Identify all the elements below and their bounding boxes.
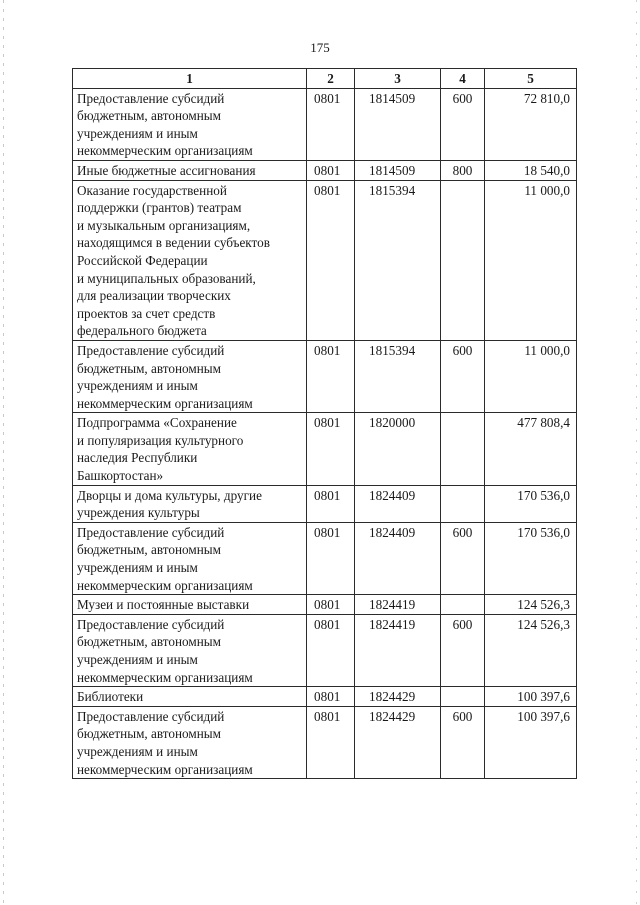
cell-expense-type xyxy=(441,180,485,340)
table-row xyxy=(73,614,577,686)
scan-edge-left xyxy=(3,0,4,905)
table-row xyxy=(73,88,577,160)
table-row xyxy=(73,413,577,485)
cell-article-code: 1824429 xyxy=(355,687,441,707)
table-row xyxy=(73,687,577,707)
cell-amount: 124 526,3 xyxy=(485,595,577,615)
cell-amount: 170 536,0 xyxy=(485,485,577,522)
table-row xyxy=(73,340,577,412)
cell-section-code: 0801 xyxy=(307,160,355,180)
cell-expense-type xyxy=(441,413,485,485)
cell-amount: 100 397,6 xyxy=(485,706,577,778)
cell-article-code: 1814509 xyxy=(355,160,441,180)
cell-amount: 72 810,0 xyxy=(485,88,577,160)
cell-article-code: 1824409 xyxy=(355,522,441,594)
cell-name: Предоставление субсидий бюджетным, автономным учреждениям и иным некоммерческим организациям xyxy=(73,340,307,412)
cell-section-code: 0801 xyxy=(307,614,355,686)
cell-section-code: 0801 xyxy=(307,706,355,778)
cell-amount: 170 536,0 xyxy=(485,522,577,594)
cell-name: Предоставление субсидий бюджетным, автономным учреждениям и иным некоммерческим организациям xyxy=(73,706,307,778)
cell-expense-type xyxy=(441,595,485,615)
header-col-name: 1 xyxy=(73,69,307,89)
cell-name: Предоставление субсидий бюджетным, автономным учреждениям и иным некоммерческим организациям xyxy=(73,614,307,686)
table-row xyxy=(73,160,577,180)
cell-article-code: 1824429 xyxy=(355,706,441,778)
header-col-type: 4 xyxy=(441,69,485,89)
cell-name: Предоставление субсидий бюджетным, автономным учреждениям и иным некоммерческим организациям xyxy=(73,88,307,160)
cell-section-code: 0801 xyxy=(307,88,355,160)
table-row xyxy=(73,706,577,778)
cell-name: Иные бюджетные ассигнования xyxy=(73,160,307,180)
cell-article-code: 1820000 xyxy=(355,413,441,485)
cell-amount: 124 526,3 xyxy=(485,614,577,686)
cell-section-code: 0801 xyxy=(307,522,355,594)
cell-section-code: 0801 xyxy=(307,485,355,522)
header-col-amount: 5 xyxy=(485,69,577,89)
table-row xyxy=(73,522,577,594)
cell-name: Подпрограмма «Сохранение и популяризация культурного наследия Республики Башкортостан» xyxy=(73,413,307,485)
cell-article-code: 1824419 xyxy=(355,595,441,615)
cell-section-code: 0801 xyxy=(307,595,355,615)
cell-expense-type: 600 xyxy=(441,88,485,160)
header-col-article: 3 xyxy=(355,69,441,89)
cell-name: Библиотеки xyxy=(73,687,307,707)
table-row xyxy=(73,595,577,615)
table-body xyxy=(73,88,577,779)
cell-expense-type: 600 xyxy=(441,522,485,594)
cell-section-code: 0801 xyxy=(307,687,355,707)
scan-edge-right xyxy=(636,0,637,905)
cell-amount: 11 000,0 xyxy=(485,340,577,412)
cell-article-code: 1815394 xyxy=(355,340,441,412)
cell-name: Музеи и постоянные выставки xyxy=(73,595,307,615)
cell-amount: 100 397,6 xyxy=(485,687,577,707)
cell-expense-type: 800 xyxy=(441,160,485,180)
cell-section-code: 0801 xyxy=(307,180,355,340)
cell-amount: 18 540,0 xyxy=(485,160,577,180)
cell-article-code: 1814509 xyxy=(355,88,441,160)
cell-name: Дворцы и дома культуры, другие учреждения культуры xyxy=(73,485,307,522)
cell-expense-type: 600 xyxy=(441,706,485,778)
cell-amount: 477 808,4 xyxy=(485,413,577,485)
cell-section-code: 0801 xyxy=(307,340,355,412)
cell-section-code: 0801 xyxy=(307,413,355,485)
cell-expense-type xyxy=(441,485,485,522)
header-col-section: 2 xyxy=(307,69,355,89)
cell-article-code: 1815394 xyxy=(355,180,441,340)
cell-expense-type: 600 xyxy=(441,614,485,686)
table-row xyxy=(73,485,577,522)
table-row xyxy=(73,180,577,340)
cell-expense-type: 600 xyxy=(441,340,485,412)
cell-name: Предоставление субсидий бюджетным, автономным учреждениям и иным некоммерческим организациям xyxy=(73,522,307,594)
page-number: 175 xyxy=(310,40,330,55)
table-header-row xyxy=(73,69,577,89)
cell-article-code: 1824419 xyxy=(355,614,441,686)
cell-amount: 11 000,0 xyxy=(485,180,577,340)
cell-article-code: 1824409 xyxy=(355,485,441,522)
cell-expense-type xyxy=(441,687,485,707)
budget-allocation-table xyxy=(72,68,577,779)
cell-name: Оказание государственной поддержки (грантов) театрам и музыкальным организациям, находящимся в ведении субъектов Российской Федерации и муниципальных образований, для реализации творческих проектов за счет средств федерального бюджета xyxy=(73,180,307,340)
